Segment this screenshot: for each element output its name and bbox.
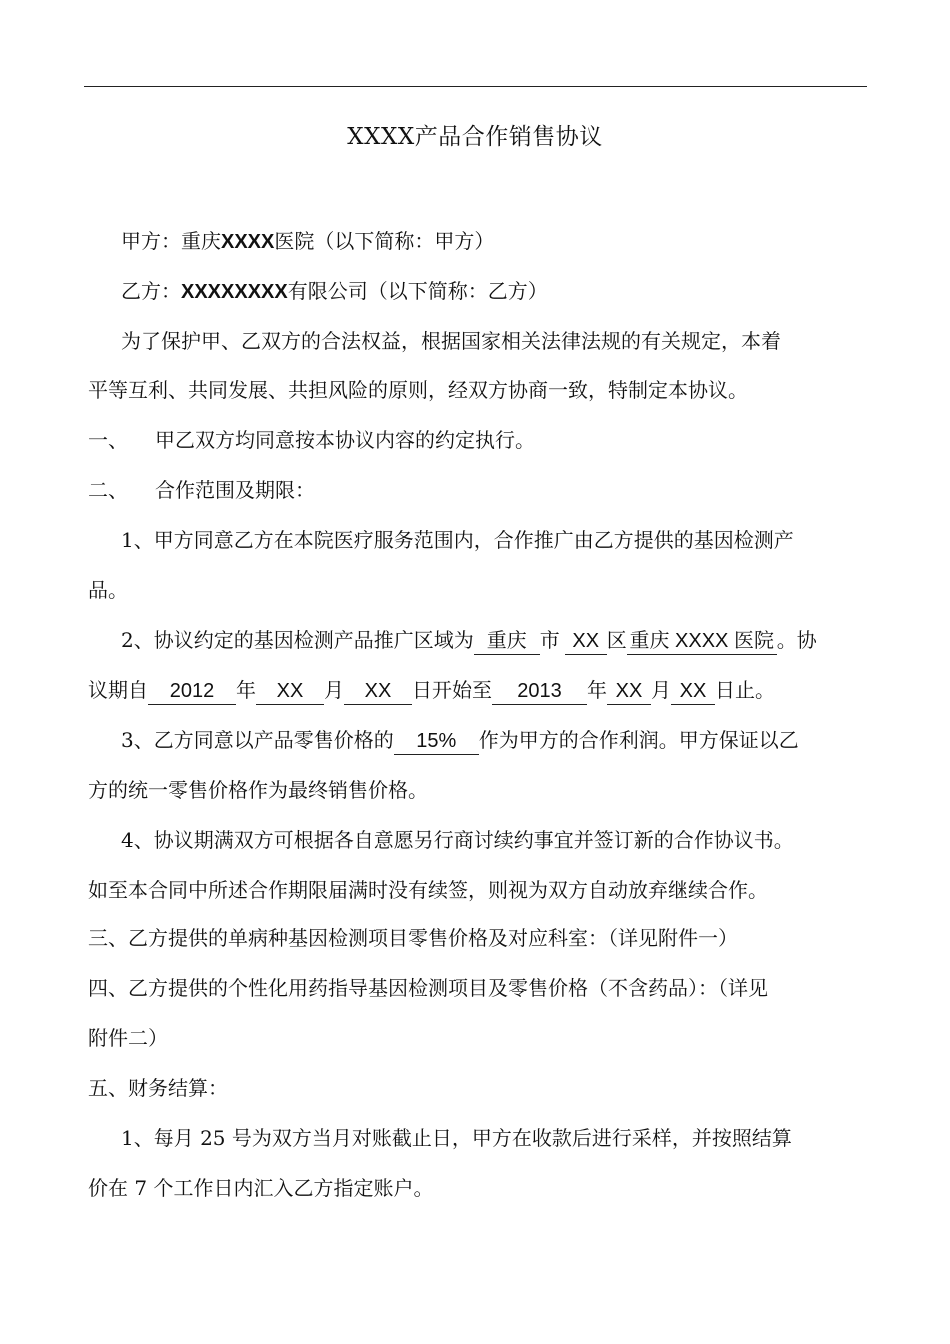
- clause-1-line-1: 1、甲方同意乙方在本院医疗服务范围内，合作推广由乙方提供的基因检测产: [121, 528, 794, 552]
- clause-1-line-2: 品。: [88, 578, 128, 602]
- start-month-field: XX: [256, 678, 324, 705]
- section-3: 三、乙方提供的单病种基因检测项目零售价格及对应科室：（详见附件一）: [88, 926, 738, 950]
- settlement-line-1: 1、每月 25 号为双方当月对账截止日，甲方在收款后进行采样，并按照结算: [121, 1126, 792, 1150]
- city-field: 重庆: [474, 628, 540, 655]
- clause-4-line-1: 4、协议期满双方可根据各自意愿另行商讨续约事宜并签订新的合作协议书。: [121, 828, 794, 852]
- clause-3-line-2: 方的统一零售价格作为最终销售价格。: [88, 778, 428, 802]
- start-year-field: 2012: [148, 678, 236, 705]
- section-4-line-1: 四、乙方提供的个性化用药指导基因检测项目及零售价格（不含药品）：（详见: [88, 976, 768, 1000]
- clause-2-line-2: 议期自 2012 年 XX 月 XX 日开始至 2013 年 XX 月 XX 日止。: [88, 676, 775, 705]
- start-day-field: XX: [344, 678, 412, 705]
- settlement-line-2: 价在 7 个工作日内汇入乙方指定账户。: [88, 1176, 434, 1200]
- party-a-line: 甲方：重庆XXXX医院（以下简称：甲方）: [121, 229, 495, 253]
- party-b-line: 乙方：XXXXXXXX有限公司（以下简称：乙方）: [121, 279, 548, 303]
- hospital-field: 重庆 XXXX 医院: [627, 628, 777, 655]
- end-month-field: XX: [607, 678, 651, 705]
- clause-2-line-1: 2、协议约定的基因检测产品推广区域为 重庆 市 XX 区 重庆 XXXX 医院 。协: [121, 626, 817, 655]
- clause-3-line-1: 3、乙方同意以产品零售价格的 15% 作为甲方的合作利润。甲方保证以乙: [121, 726, 799, 755]
- section-number: 一、: [88, 428, 128, 452]
- section-5: 五、财务结算：: [88, 1076, 228, 1100]
- section-1: 一、 甲乙双方均同意按本协议内容的约定执行。: [88, 428, 535, 452]
- preamble-line-2: 平等互利、共同发展、共担风险的原则，经双方协商一致，特制定本协议。: [88, 378, 748, 402]
- clause-4-line-2: 如至本合同中所述合作期限届满时没有续签，则视为双方自动放弃继续合作。: [88, 878, 768, 902]
- district-field: XX: [565, 628, 607, 655]
- preamble-line-1: 为了保护甲、乙双方的合法权益，根据国家相关法律法规的有关规定，本着: [121, 329, 781, 353]
- section-4-line-2: 附件二）: [88, 1026, 168, 1050]
- document-title: XXXX产品合作销售协议: [347, 124, 603, 150]
- end-day-field: XX: [671, 678, 715, 705]
- header-rule: [84, 86, 867, 87]
- section-number: 二、: [88, 478, 128, 502]
- profit-rate-field: 15%: [394, 728, 479, 755]
- section-2: 二、 合作范围及期限：: [88, 478, 315, 502]
- end-year-field: 2013: [492, 678, 587, 705]
